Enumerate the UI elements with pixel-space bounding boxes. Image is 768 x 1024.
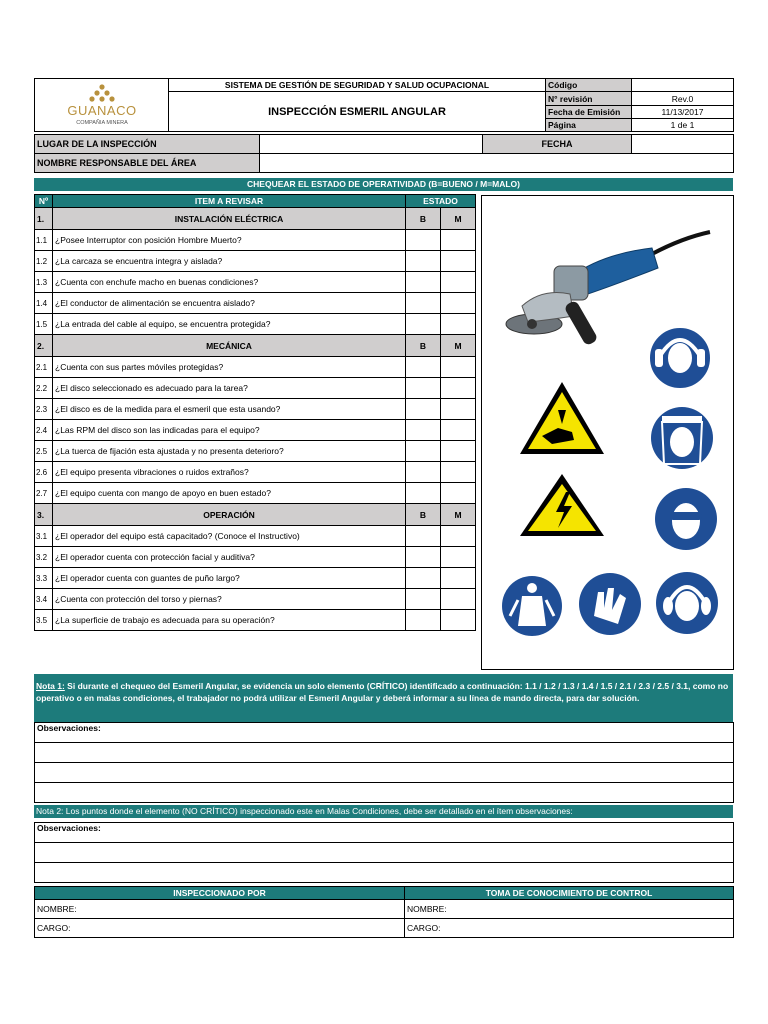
item-number: 2.1 [35,357,53,378]
checklist-item-row [35,589,476,610]
checklist-item-row [35,526,476,547]
estado-m-cell[interactable] [441,314,476,335]
inspection-info [34,134,734,173]
estado-b-cell[interactable] [406,357,441,378]
col-b-header: B [406,335,441,357]
safety-glasses-sign-icon [655,488,717,550]
inspector-cargo-field[interactable] [35,919,405,938]
logo-name: GUANACO [66,103,137,118]
safety-images-panel [481,195,734,670]
estado-m-cell[interactable] [441,526,476,547]
responsable-input[interactable] [260,154,734,173]
checklist-item-row [35,314,476,335]
estado-m-cell[interactable] [441,462,476,483]
item-number: 1.3 [35,272,53,293]
toma-conocimiento-header: TOMA DE CONOCIMIENTO DE CONTROL [405,887,734,900]
cargo-label: CARGO: [37,923,71,933]
responsable-label: NOMBRE RESPONSABLE DEL ÁREA [35,154,260,173]
item-text: ¿El equipo presenta vibraciones o ruidos extraños? [53,462,406,483]
estado-m-cell[interactable] [441,357,476,378]
item-number: 2.5 [35,441,53,462]
signatures-table [34,886,734,938]
item-text: ¿Posee Interruptor con posición Hombre Muerto? [53,230,406,251]
observaciones-1-line[interactable] [35,783,734,803]
item-text: ¿La carcaza se encuentra integra y aislada? [53,251,406,272]
estado-b-cell[interactable] [406,293,441,314]
hand-crush-warning-icon [520,382,604,454]
nota-1-label: Nota 1: [36,681,65,691]
estado-b-cell[interactable] [406,526,441,547]
ear-muffs-sign-icon [656,572,718,634]
item-text: ¿El equipo cuenta con mango de apoyo en buen estado? [53,483,406,504]
estado-m-cell[interactable] [441,610,476,631]
meta-label-fecha-emision: Fecha de Emisión [546,106,632,119]
section-title: INSTALACIÓN ELÉCTRICA [53,208,406,230]
section-title: MECÁNICA [53,335,406,357]
meta-value-pagina: 1 de 1 [632,119,734,132]
item-number: 2.2 [35,378,53,399]
fecha-label: FECHA [483,135,632,154]
document-title: INSPECCIÓN ESMERIL ANGULAR [169,92,546,132]
meta-label-pagina: Página [546,119,632,132]
item-text: ¿El operador cuenta con protección facial y auditiva? [53,547,406,568]
nota-1-text: Si durante el chequeo del Esmeril Angular, se evidencia un solo elemento (CRÍTICO) identificado a continuación: 1.1 / 1.2 / 1.3 / 1.4 / 1.5 / 2.1 / 2.3 / 2.5 / 3.1, como no operativo o en malas condiciones, el trabajador no podrá utilizar el Esmeril Angular y deberá informar a su línea de mando directa, para dar solución. [36,681,729,703]
checklist-item-row [35,441,476,462]
section-row [35,504,476,526]
col-num-header: Nº [35,195,53,208]
estado-m-cell[interactable] [441,272,476,293]
observaciones-2-line[interactable] [35,863,734,883]
item-text: ¿El operador cuenta con guantes de puño largo? [53,568,406,589]
item-text: ¿Cuenta con protección del torso y piernas? [53,589,406,610]
section-number: 2. [35,335,53,357]
item-number: 3.1 [35,526,53,547]
meta-value-fecha-emision: 11/13/2017 [632,106,734,119]
checklist-item-row [35,462,476,483]
checklist-item-row [35,378,476,399]
col-item-header: ITEM A REVISAR [53,195,406,208]
estado-b-cell[interactable] [406,589,441,610]
observaciones-1-line[interactable] [35,763,734,783]
meta-value-codigo [632,79,734,92]
item-text: ¿Cuenta con enchufe macho en buenas condiciones? [53,272,406,293]
item-text: ¿La entrada del cable al equipo, se encuentra protegida? [53,314,406,335]
checklist-header-row [35,195,476,208]
ear-protection-sign-icon [649,327,711,389]
col-m-header: M [441,208,476,230]
item-number: 3.3 [35,568,53,589]
protective-apron-sign-icon [502,576,562,636]
meta-label-codigo: Código [546,79,632,92]
control-cargo-field[interactable] [405,919,734,938]
item-number: 2.3 [35,399,53,420]
estado-b-cell[interactable] [406,230,441,251]
item-number: 3.4 [35,589,53,610]
checklist-item-row [35,610,476,631]
estado-b-cell[interactable] [406,420,441,441]
control-nombre-field[interactable] [405,900,734,919]
estado-m-cell[interactable] [441,420,476,441]
checklist-item-row [35,230,476,251]
section-row [35,335,476,357]
item-text: ¿El disco es de la medida para el esmeril que esta usando? [53,399,406,420]
observaciones-1-label: Observaciones: [35,723,734,743]
col-b-header: B [406,208,441,230]
item-number: 2.7 [35,483,53,504]
observaciones-1 [34,722,734,803]
estado-b-cell[interactable] [406,547,441,568]
estado-b-cell[interactable] [406,314,441,335]
checklist-table [34,194,476,631]
item-number: 1.2 [35,251,53,272]
estado-m-cell[interactable] [441,547,476,568]
estado-m-cell[interactable] [441,251,476,272]
checklist-item-row [35,568,476,589]
fecha-input[interactable] [632,135,734,154]
nombre-label: NOMBRE: [407,904,447,914]
item-number: 2.6 [35,462,53,483]
cargo-label: CARGO: [407,923,441,933]
item-text: ¿La superficie de trabajo es adecuada para su operación? [53,610,406,631]
col-m-header: M [441,335,476,357]
company-logo [35,79,169,132]
estado-m-cell[interactable] [441,230,476,251]
estado-b-cell[interactable] [406,378,441,399]
checklist-item-row [35,547,476,568]
inspeccionado-por-header: INSPECCIONADO POR [35,887,405,900]
estado-m-cell[interactable] [441,589,476,610]
item-number: 1.4 [35,293,53,314]
checklist-item-row [35,293,476,314]
observaciones-2-line[interactable] [35,843,734,863]
checklist-banner: CHEQUEAR EL ESTADO DE OPERATIVIDAD (B=BUENO / M=MALO) [34,178,733,191]
checklist-item-row [35,251,476,272]
estado-b-cell[interactable] [406,399,441,420]
inspector-nombre-field[interactable] [35,900,405,919]
section-number: 1. [35,208,53,230]
section-row [35,208,476,230]
estado-m-cell[interactable] [441,441,476,462]
observaciones-2 [34,822,734,883]
estado-m-cell[interactable] [441,293,476,314]
electrical-hazard-warning-icon [520,474,604,536]
lugar-input[interactable] [260,135,483,154]
item-text: ¿Las RPM del disco son las indicadas para el equipo? [53,420,406,441]
section-title: OPERACIÓN [53,504,406,526]
estado-b-cell[interactable] [406,441,441,462]
col-m-header: M [441,504,476,526]
lugar-label: LUGAR DE LA INSPECCIÓN [35,135,260,154]
item-text: ¿El disco seleccionado es adecuado para la tarea? [53,378,406,399]
item-text: ¿Cuenta con sus partes móviles protegidas? [53,357,406,378]
checklist-item-row [35,483,476,504]
system-title: SISTEMA DE GESTIÓN DE SEGURIDAD Y SALUD OCUPACIONAL [169,79,546,92]
checklist-item-row [35,399,476,420]
document-header [34,78,734,132]
nota-1 [34,674,733,722]
item-number: 3.5 [35,610,53,631]
estado-b-cell[interactable] [406,610,441,631]
nombre-label: NOMBRE: [37,904,77,914]
estado-m-cell[interactable] [441,399,476,420]
meta-value-revision: Rev.0 [632,92,734,106]
estado-b-cell[interactable] [406,462,441,483]
logo-subtitle: COMPAÑIA MINERA [75,120,128,126]
item-number: 1.1 [35,230,53,251]
estado-m-cell[interactable] [441,483,476,504]
observaciones-2-label: Observaciones: [35,823,734,843]
estado-b-cell[interactable] [406,272,441,293]
estado-b-cell[interactable] [406,483,441,504]
estado-b-cell[interactable] [406,568,441,589]
col-b-header: B [406,504,441,526]
item-number: 1.5 [35,314,53,335]
estado-b-cell[interactable] [406,251,441,272]
item-text: ¿El conductor de alimentación se encuentra aislado? [53,293,406,314]
nota-2: Nota 2: Los puntos donde el elemento (NO CRÍTICO) inspeccionado este en Malas Condiciones, debe ser detallado en el ítem observaciones: [34,805,733,818]
item-text: ¿El operador del equipo está capacitado? (Conoce el Instructivo) [53,526,406,547]
observaciones-1-line[interactable] [35,743,734,763]
item-text: ¿La tuerca de fijación esta ajustada y no presenta deterioro? [53,441,406,462]
item-number: 3.2 [35,547,53,568]
section-number: 3. [35,504,53,526]
meta-label-revision: N° revisión [546,92,632,106]
gloves-sign-icon [579,573,641,635]
checklist-item-row [35,420,476,441]
face-shield-sign-icon [651,407,713,469]
estado-m-cell[interactable] [441,568,476,589]
checklist-item-row [35,272,476,293]
col-estado-header: ESTADO [406,195,476,208]
estado-m-cell[interactable] [441,378,476,399]
guanaco-logo-icon [37,79,167,129]
item-number: 2.4 [35,420,53,441]
checklist-item-row [35,357,476,378]
